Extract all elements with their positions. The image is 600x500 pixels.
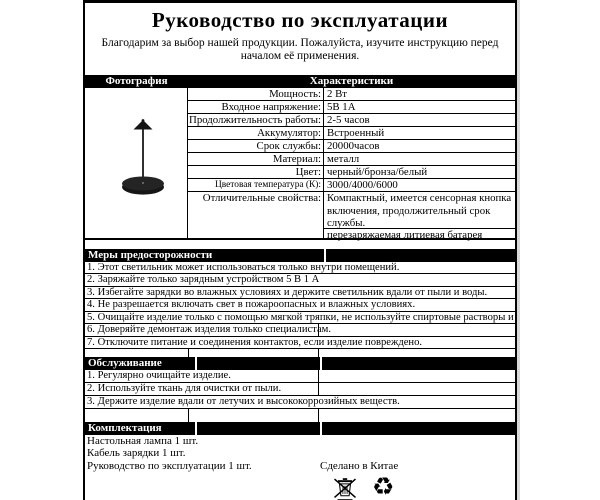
empty-table-row: [85, 409, 515, 422]
weee-crossed-bin-icon: [331, 476, 359, 500]
precaution-item: 2. Заряжайте только зарядным устройством 5 В 1 А: [85, 274, 515, 287]
spec-value: черный/бронза/белый: [327, 166, 428, 178]
spec-label: Цвет:: [188, 166, 324, 178]
spec-value: 2 Вт: [327, 88, 348, 100]
cell-divider: [188, 349, 189, 357]
maintenance-item: 3. Держите изделие вдали от летучих и высококоррозийных веществ.: [85, 396, 515, 409]
spec-row: [188, 229, 515, 240]
package-item: Кабель зарядки 1 шт.: [87, 447, 186, 460]
package-item: Настольная лампа 1 шт.: [87, 434, 199, 447]
maintenance-item-text: 2. Используйте ткань для очистки от пыли.: [87, 383, 282, 394]
spec-row: [188, 140, 515, 153]
recycling-icon: ♻: [372, 471, 395, 500]
maintenance-header: [85, 357, 515, 370]
spec-value: Встроенный: [327, 127, 385, 139]
spec-label: Аккумулятор:: [188, 127, 324, 139]
header-filler-cell: [322, 422, 515, 435]
package-list: [85, 435, 515, 473]
header-filler-cell: [197, 422, 320, 435]
package-title: Комплектация: [85, 422, 195, 435]
photo-column-header: Фотография: [105, 75, 168, 87]
precaution-item: 3. Избегайте зарядки во влажных условиях и держите светильник вдали от пыли и воды.: [85, 287, 515, 300]
spec-row: [188, 179, 515, 192]
spec-label: Материал:: [188, 153, 324, 165]
spec-label: Цветовая температура (К):: [188, 179, 324, 191]
precaution-item: [85, 324, 515, 337]
spec-row: [188, 166, 515, 179]
cell-divider: [318, 370, 319, 382]
cell-divider: [318, 324, 319, 336]
page-subtitle: Благодарим за выбор нашей продукции. Пожалуйста, изучите инструкцию перед началом её применения.: [101, 37, 499, 62]
spacer: [85, 66, 515, 75]
compliance-icons-row: [85, 473, 515, 500]
specs-column-header: Характеристики: [309, 75, 394, 87]
header-filler-cell: [322, 357, 515, 370]
spacer: [85, 240, 515, 249]
table-lamp-photo: [85, 88, 188, 240]
package-header: [85, 422, 515, 435]
spec-label: Продолжительность работы:: [188, 114, 324, 126]
maintenance-item-text: 1. Регулярно очищайте изделие.: [87, 370, 231, 381]
precautions-title: Меры предосторожности: [85, 249, 324, 262]
spec-value: 20000часов: [327, 140, 380, 152]
spec-label: Отличительные свойства:: [188, 192, 324, 229]
spec-label: Срок службы:: [188, 140, 324, 152]
spec-table-header: [85, 75, 515, 88]
header-filler-cell: [326, 249, 515, 262]
cell-divider: [318, 383, 319, 395]
cell-divider: [318, 349, 319, 357]
precaution-item-text: 6. Доверяйте демонтаж изделия только специалистам.: [87, 324, 331, 335]
empty-table-row: [85, 349, 515, 357]
precaution-item: 7. Отключите питание и соединения контактов, если изделие повреждено.: [85, 337, 515, 350]
spec-value: Компактный, имеется сенсорная кнопка включения, продолжительный срок службы.: [324, 192, 515, 229]
spec-table: [85, 88, 515, 240]
spec-label: [188, 229, 324, 240]
precaution-item: 1. Этот светильник может использоваться только внутри помещений.: [85, 262, 515, 275]
spec-label: Входное напряжение:: [188, 101, 324, 113]
spec-row: [188, 101, 515, 114]
cell-divider: [188, 409, 189, 422]
spec-value: 3000/4000/6000: [327, 179, 398, 191]
maintenance-title: Обслуживание: [85, 357, 195, 370]
manual-document: [83, 0, 517, 500]
spec-row: [188, 153, 515, 166]
spec-row: [188, 127, 515, 140]
page-title: Руководство по эксплуатации: [151, 8, 449, 32]
cell-divider: [318, 409, 319, 422]
header-filler-cell: [197, 357, 320, 370]
spec-label: Мощность:: [188, 88, 324, 100]
spec-row: [188, 88, 515, 101]
maintenance-item: [85, 370, 515, 383]
precaution-item: 4. Не разрешается включать свет в пожароопасных и влажных условиях.: [85, 299, 515, 312]
made-in-label: Сделано в Китае: [320, 459, 399, 472]
spec-value: металл: [327, 153, 360, 165]
spec-value: 5В 1А: [327, 101, 356, 113]
spec-value: 2-5 часов: [327, 114, 370, 126]
spec-rows: [188, 88, 515, 241]
spec-row: [188, 192, 515, 229]
package-item: Руководство по эксплуатации 1 шт.: [87, 459, 252, 472]
precautions-header: [85, 249, 515, 262]
spec-value: перезаряжаемая литиевая батарея: [327, 229, 483, 241]
spec-row: [188, 114, 515, 127]
product-photo-cell: [85, 88, 188, 238]
precaution-item: 5. Очищайте изделие только с помощью мягкой тряпки, не используйте спиртовые растворы и: [87, 311, 514, 323]
maintenance-item: [85, 383, 515, 396]
